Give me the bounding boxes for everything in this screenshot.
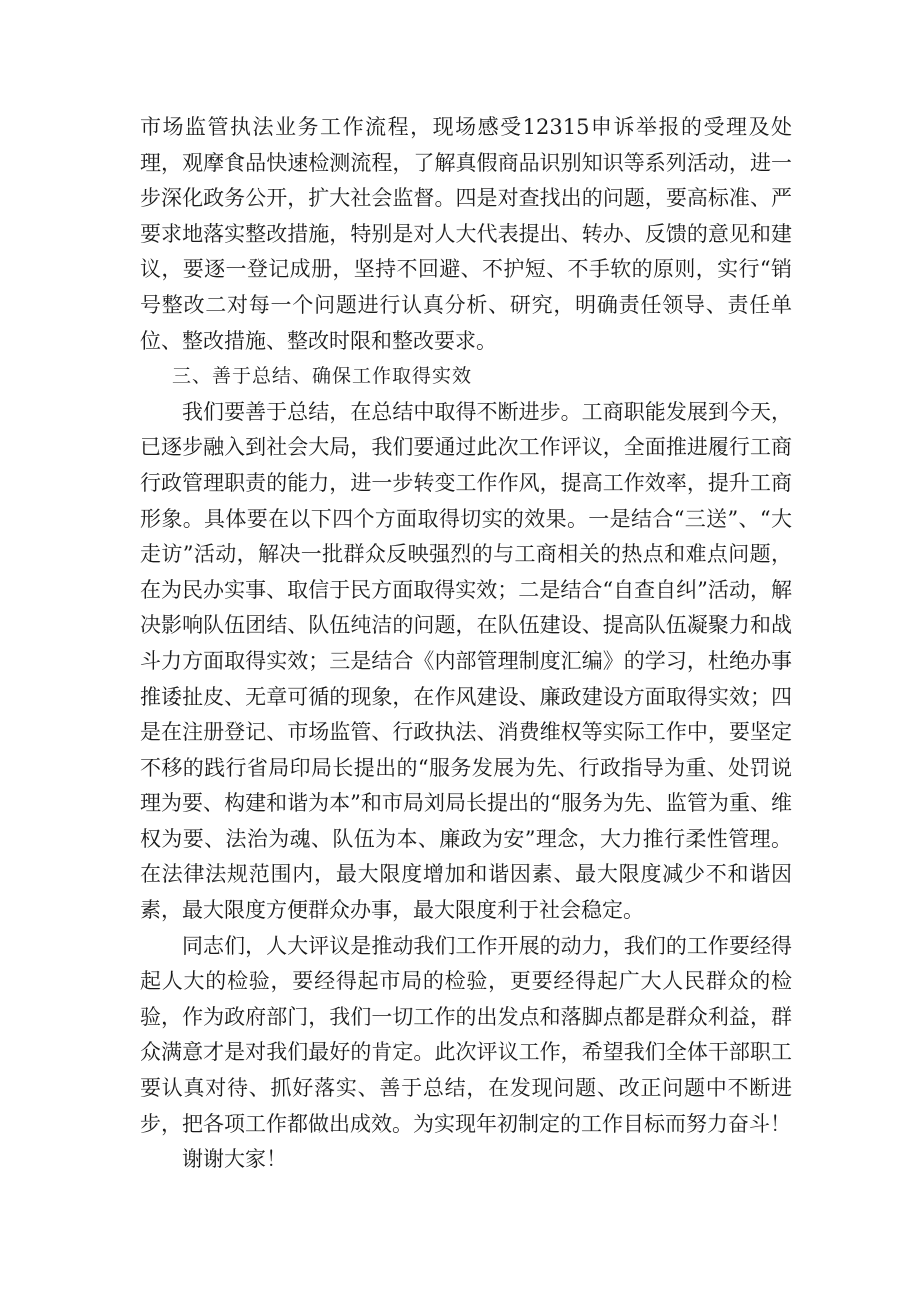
paragraph-summary: 我们要善于总结，在总结中取得不断进步。工商职能发展到今天，已逐步融入到社会大局，我们要通过此次工作评议，全面推进履行工商行政管理职责的能力，进一步转变工作作风，提高工作效率，提升工商形象。具体要在以下四个方面取得切实的效果。一是结合“三送”、“大走访”活动，解决一批群众反映强烈的与工商相关的热点和难点问题，在为民办实事、取信于民方面取得实效；二是结合“自查自纠”活动，解决影响队伍团结、队伍纯洁的问题，在队伍建设、提高队伍凝聚力和战斗力方面取得实效；三是结合《内部管理制度汇编》的学习，杜绝办事推诿扯皮、无章可循的现象，在作风建设、廉政建设方面取得实效；四是在注册登记、市场监管、行政执法、消费维权等实际工作中，要坚定不移的践行省局印局长提出的“服务发展为先、行政指导为重、处罚说理为要、构建和谐为本”和市局刘局长提出的“服务为先、监管为重、维权为要、法治为魂、队伍为本、廉政为安”理念，大力推行柔性管理。在法律法规范围内，最大限度增加和谐因素、最大限度减少不和谐因素，最大限度方便群众办事，最大限度利于社会稳定。 — [140, 399, 792, 923]
paragraph-thanks: 谢谢大家！ — [182, 1147, 287, 1172]
paragraph-conclusion: 同志们，人大评议是推动我们工作开展的动力，我们的工作要经得起人大的检验，要经得起市局的检验，更要经得起广大人民群众的检验，作为政府部门，我们一切工作的出发点和落脚点都是群众利益，群众满意才是对我们最好的肯定。此次评议工作，希望我们全体干部职工要认真对待、抓好落实、善于总结，在发现问题、改正问题中不断进步，把各项工作都做出成效。为实现年初制定的工作目标而努力奋斗！ — [140, 933, 792, 1136]
paragraph-continuation: 市场监管执法业务工作流程，现场感受12315申诉举报的受理及处理，观摩食品快速检测流程，了解真假商品识别知识等系列活动，进一步深化政务公开，扩大社会监督。四是对查找出的问题，要高标准、严要求地落实整改措施，特别是对人大代表提出、转办、反馈的意见和建议，要逐一登记成册，坚持不回避、不护短、不手软的原则，实行“销号整改二对每一个问题进行认真分析、研究，明确责任领导、责任单位、整改措施、整改时限和整改要求。 — [140, 115, 792, 353]
section-heading: 三、善于总结、确保工作取得实效 — [172, 365, 473, 388]
document-page — [140, 110, 792, 1178]
